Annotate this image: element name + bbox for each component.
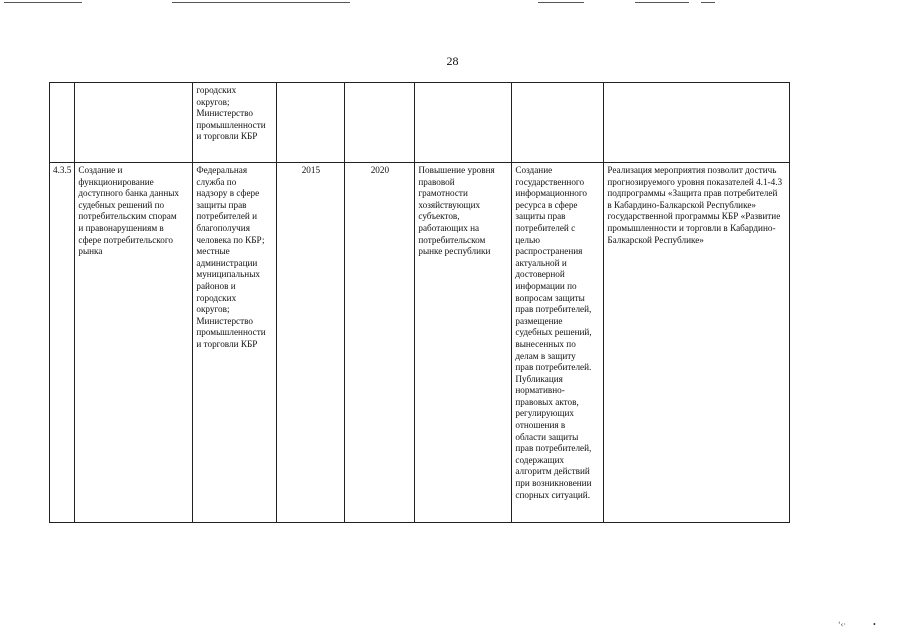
content-cell-line: информации по	[515, 280, 577, 291]
content-cell	[512, 163, 604, 523]
expected-result-cell-line: хозяйствующих	[418, 199, 481, 210]
measure-name-cell-line: рынка	[78, 246, 103, 257]
note-cell	[604, 163, 790, 523]
measure-name-cell	[75, 83, 193, 163]
scan-artifact-line	[635, 2, 689, 3]
executors-cell-line: надзору в сфере	[196, 188, 260, 199]
executors-cell-line: местные	[196, 246, 230, 257]
content-cell-line: Публикация	[515, 373, 563, 384]
note-cell-line: прогнозируемого уровня показателей 4.1-4.3	[607, 176, 783, 187]
executors-cell-line: Министерство	[196, 108, 254, 119]
executors-cell-line: и торговли КБР	[196, 338, 258, 349]
executors-cell-line: Министерство	[196, 315, 254, 326]
executors-cell-line: Федеральная	[196, 165, 248, 175]
executors-cell-line: районов и	[196, 280, 236, 291]
content-cell-line: нормативно-	[515, 385, 565, 396]
content-cell-line: правовых актов,	[515, 396, 579, 407]
executors-cell-line: благополучия	[196, 222, 250, 233]
note-cell	[604, 83, 790, 163]
content-cell-line: вопросам защиты	[515, 292, 585, 303]
content-cell-line: потребителей с	[515, 222, 576, 233]
note-cell-line: промышленности и торговли в Кабардино-	[607, 222, 776, 233]
note-cell-line: подпрограммы «Защита прав потребителей	[607, 188, 778, 199]
end-year-cell	[345, 83, 415, 163]
executors-cell-line: защиты прав	[196, 199, 247, 210]
executors-cell-line: потребителей и	[196, 211, 258, 222]
content-cell-line: прав потребителей,	[515, 304, 592, 315]
content-cell-line: регулирующих	[515, 408, 575, 419]
expected-result-cell	[415, 163, 512, 523]
start-year-cell: 2015	[277, 163, 345, 523]
measure-name-cell-line: потребительским спорам	[78, 211, 177, 222]
item-number-cell: 4.3.5	[50, 163, 75, 523]
table-row	[50, 83, 790, 163]
content-cell-line: делам в защиту	[515, 350, 576, 361]
measure-name-cell	[75, 163, 193, 523]
executors-cell-line: человека по КБР;	[196, 234, 265, 245]
expected-result-cell-line: потребительском	[418, 234, 486, 245]
item-number-cell	[50, 83, 75, 163]
expected-result-cell-line: субъектов,	[418, 211, 460, 222]
page-number: 28	[446, 54, 459, 68]
executors-cell	[193, 163, 277, 523]
scan-mark: ʻ‹·	[838, 620, 846, 629]
executors-cell-line: округов;	[196, 96, 230, 107]
content-cell-line: отношения в	[515, 420, 566, 431]
executors-cell-line: администрации	[196, 257, 258, 268]
note-cell-line: Реализация мероприятия позволит достичь	[607, 165, 777, 175]
expected-result-cell-line: правовой	[418, 176, 455, 187]
measure-name-cell-line: и правонарушениям в	[78, 222, 164, 233]
expected-result-cell	[415, 83, 512, 163]
content-cell-line: защиты прав	[515, 211, 566, 222]
measure-name-cell-line: сфере потребительского	[78, 234, 174, 245]
content-cell-line: вынесенных по	[515, 338, 576, 349]
content-cell-line: целью	[515, 234, 541, 245]
content-cell-line: при возникновении	[515, 478, 592, 489]
expected-result-cell-line: работающих на	[418, 222, 480, 233]
content-cell-line: алгоритм действий	[515, 466, 590, 477]
content-cell-line: достоверной	[515, 269, 565, 280]
executors-cell-line: округов;	[196, 304, 230, 315]
content-cell-line: размещение	[515, 315, 563, 326]
note-cell-line: Балкарской Республике»	[607, 234, 704, 245]
measure-name-cell-line: доступного банка данных	[78, 188, 180, 199]
content-cell	[512, 83, 604, 163]
measure-name-cell-line: функционирование	[78, 176, 154, 187]
executors-cell-line: муниципальных	[196, 269, 260, 280]
scan-mark: •	[873, 620, 876, 629]
content-cell-line: прав потребителей.	[515, 362, 592, 373]
scan-artifact-line	[701, 2, 715, 3]
scan-artifact-line	[172, 2, 350, 3]
content-cell-line: спорных ситуаций.	[515, 489, 591, 500]
expected-result-cell-line: рынке республики	[418, 246, 491, 257]
executors-cell-line: городских	[196, 85, 237, 95]
content-cell-line: содержащих	[515, 454, 565, 465]
content-cell-line: распространения	[515, 246, 583, 257]
content-cell-line: области защиты	[515, 431, 579, 442]
start-year-cell	[277, 83, 345, 163]
measure-name-cell-line: судебных решений по	[78, 199, 165, 210]
executors-cell-line: городских	[196, 292, 237, 303]
table-row	[50, 163, 790, 523]
note-cell-line: в Кабардино-Балкарской Республике»	[607, 199, 756, 210]
measures-table	[49, 82, 790, 523]
content-cell-line: актуальной и	[515, 257, 567, 268]
executors-cell-line: и торговли КБР	[196, 131, 258, 142]
scan-artifact-line	[538, 2, 584, 3]
scan-artifact-line	[4, 2, 82, 3]
executors-cell-line: служба по	[196, 176, 237, 187]
content-cell-line: Создание	[515, 165, 553, 175]
measure-name-cell-line: Создание и	[78, 165, 123, 175]
note-cell-line: государственной программы КБР «Развитие	[607, 211, 781, 222]
expected-result-cell-line: Повышение уровня	[418, 165, 495, 175]
content-cell-line: информационного	[515, 188, 588, 199]
end-year-cell: 2020	[345, 163, 415, 523]
content-cell-line: ресурса в сфере	[515, 199, 578, 210]
executors-cell	[193, 83, 277, 163]
expected-result-cell-line: грамотности	[418, 188, 468, 199]
content-cell-line: государственного	[515, 176, 585, 187]
executors-cell-line: промышленности	[196, 119, 266, 130]
content-cell-line: судебных решений,	[515, 327, 592, 338]
content-cell-line: прав потребителей,	[515, 443, 592, 454]
executors-cell-line: промышленности	[196, 327, 266, 338]
